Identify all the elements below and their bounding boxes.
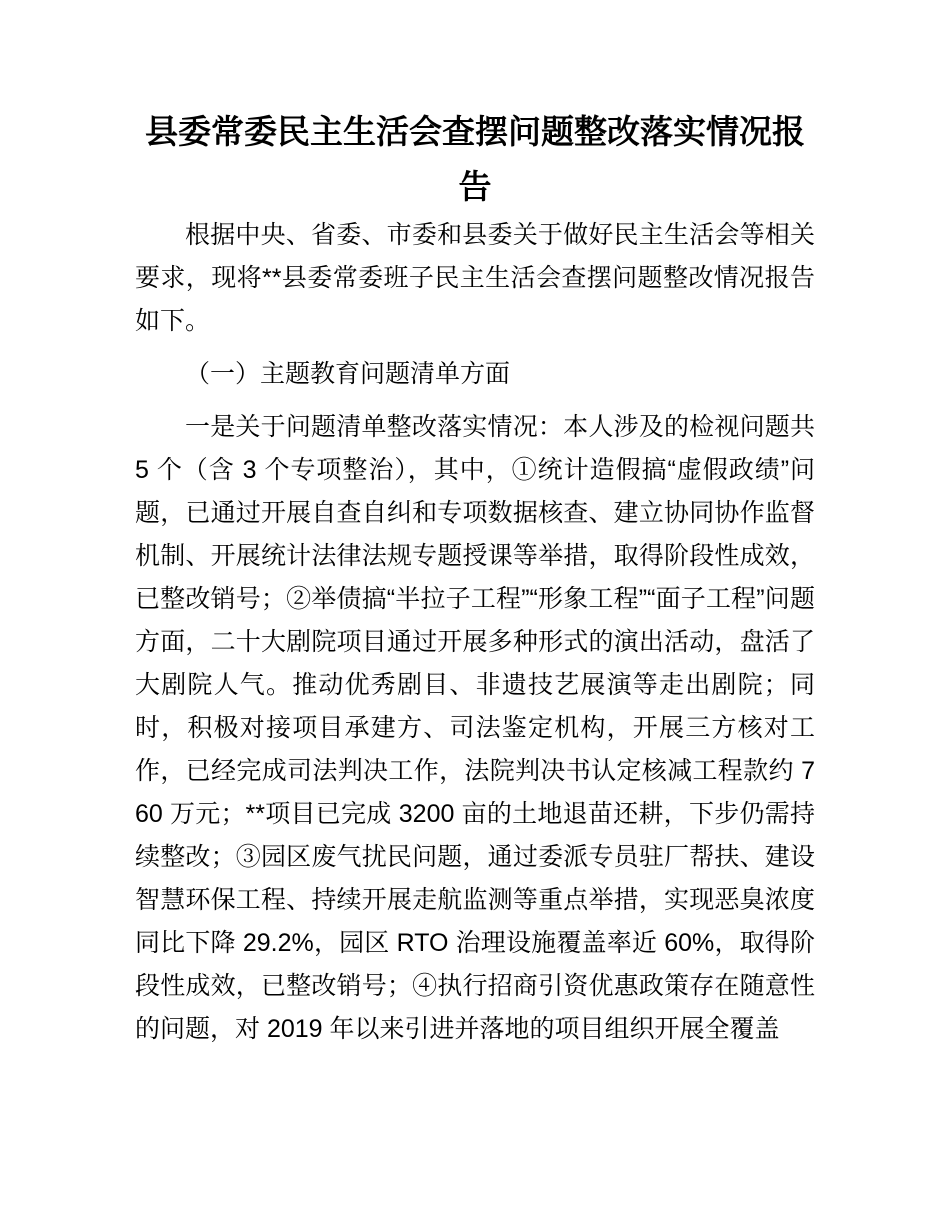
- paragraph-rectification-details: 一是关于问题清单整改落实情况：本人涉及的检视问题共 5 个（含 3 个专项整治），其中，①统计造假搞“虚假政绩”问题，已通过开展自查自纠和专项数据核查、建立协同协作监督机制、开展统计法律法规专题授课等举措，取得阶段性成效，已整改销号；②举债搞“半拉子工程”“形象工程”“面子工程”问题方面，二十大剧院项目通过开展多种形式的演出活动，盘活了大剧院人气。推动优秀剧目、非遗技艺展演等走出剧院；同时，积极对接项目承建方、司法鉴定机构，开展三方核对工作，已经完成司法判决工作，法院判决书认定核减工程款约 760 万元；**项目已完成 3200 亩的土地退苗还耕，下步仍需持续整改；③园区废气扰民问题，通过委派专员驻厂帮扶、建设智慧环保工程、持续开展走航监测等重点举措，实现恶臭浓度同比下降 29.2%，园区 RTO 治理设施覆盖率近 60%，取得阶段性成效，已整改销号；④执行招商引资优惠政策存在随意性的问题，对 2019 年以来引进并落地的项目组织开展全覆盖: [135, 413, 815, 1043]
- document-body: [135, 214, 815, 1051]
- paragraph-intro: 根据中央、省委、市委和县委关于做好民主生活会等相关要求，现将**县委常委班子民主生活会查摆问题整改情况报告如下。: [135, 221, 815, 335]
- section-heading: （一）主题教育问题清单方面: [185, 360, 511, 388]
- document-title: 县委常委民主生活会查摆问题整改落实情况报告: [145, 113, 805, 205]
